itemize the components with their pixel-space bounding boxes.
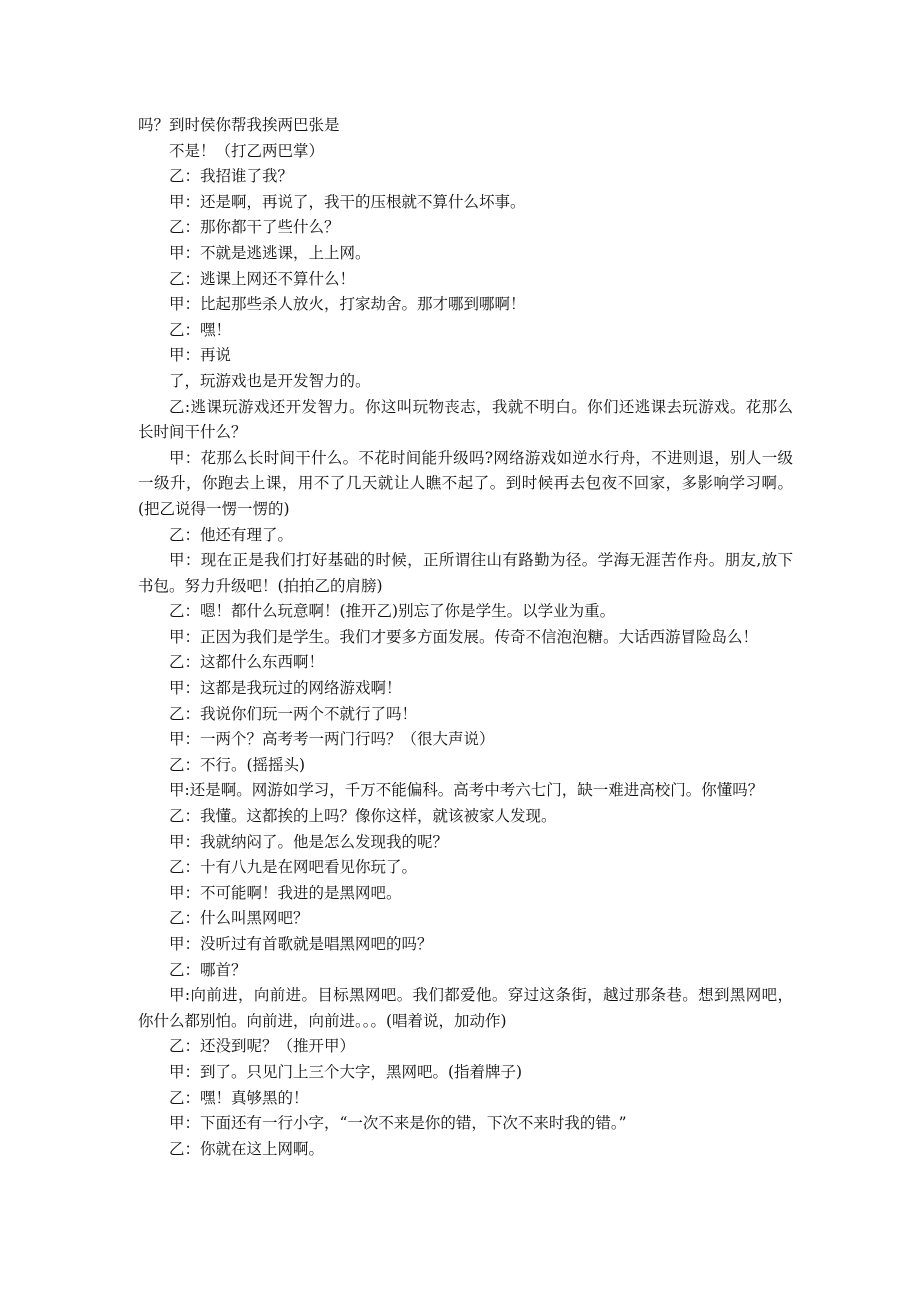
- paragraph: 甲：没听过有首歌就是唱黑网吧的吗？: [169, 935, 433, 953]
- paragraph: 甲：不可能啊！我进的是黑网吧。: [169, 883, 402, 902]
- paragraph: 甲：这都是我玩过的网络游戏啊！: [169, 679, 402, 698]
- paragraph: 甲:向前进，向前进。目标黑网吧。我们都爱他。穿过这条街，越过那条巷。想到黑网吧，你什么都别怕。向前进，向前进。。。(唱着说，加动作): [138, 986, 793, 1030]
- paragraph: 乙：这都什么东西啊！: [169, 653, 325, 672]
- paragraph: 乙：十有八九是在网吧看见你玩了。: [169, 858, 418, 877]
- paragraph: 甲：还是啊，再说了，我干的压根就不算什么坏事。: [169, 192, 526, 211]
- paragraph: 甲：花那么长时间干什么。不花时间能升级吗?网络游戏如逆水行舟，不进则退，别人一级一级升，你跑去上课，用不了几天就让人瞧不起了。到时候再去包夜不回家，多影响学习啊。(把乙说得一愣一愣的): [138, 448, 793, 518]
- paragraph: 乙：我懂。这都挨的上吗？像你这样，就该被家人发现。: [169, 807, 557, 826]
- paragraph: 甲：下面还有一行小字，“一次不来是你的错，下次不来时我的错。”: [169, 1114, 627, 1133]
- paragraph: 乙：他还有理了。: [169, 525, 294, 544]
- paragraph: 乙：你就在这上网啊。: [169, 1139, 325, 1158]
- paragraph: 乙：我招谁了我？: [169, 167, 294, 186]
- paragraph: 甲：比起那些杀人放火，打家劫舍。那才哪到哪啊！: [169, 295, 526, 314]
- paragraph: 甲：不就是逃逃课，上上网。: [169, 243, 371, 262]
- paragraph: 乙:逃课玩游戏还开发智力。你这叫玩物丧志，我就不明白。你们还逃课去玩游戏。花那么长时间干什么？: [138, 397, 793, 442]
- paragraph: 乙：还没到呢？（推开甲）: [169, 1037, 356, 1056]
- paragraph: 乙：我说你们玩一两个不就行了吗！: [169, 704, 418, 723]
- dialogue-text-block: [138, 113, 793, 1162]
- paragraph: 了，玩游戏也是开发智力的。: [169, 371, 371, 390]
- paragraph: 乙：嘿！: [169, 320, 232, 339]
- paragraph: 甲：现在正是我们打好基础的时候，正所谓往山有路勤为径。学海无涯苦作舟。朋友,放下书包。努力升级吧！(拍拍乙的肩膀): [138, 551, 793, 595]
- paragraph: 乙：嘿！真够黑的！: [169, 1088, 309, 1107]
- paragraph: 不是！（打乙两巴掌）: [169, 141, 325, 160]
- paragraph: 甲：一两个？高考考一两门行吗？（很大声说）: [169, 730, 495, 749]
- paragraph: 乙：那你都干了些什么？: [169, 218, 340, 237]
- paragraph: 乙：什么叫黑网吧？: [169, 909, 309, 928]
- paragraph: 乙：逃课上网还不算什么！: [169, 269, 356, 288]
- paragraph: 乙：哪首？: [169, 960, 247, 979]
- paragraph: 乙：嗯！都什么玩意啊！(推开乙)别忘了你是学生。以学业为重。: [169, 602, 616, 621]
- paragraph: 吗？到时侯你帮我挨两巴张是: [138, 116, 340, 134]
- paragraph: 甲：正因为我们是学生。我们才要多方面发展。传奇不信泡泡糖。大话西游冒险岛么！: [169, 627, 759, 646]
- paragraph: 甲：再说: [169, 346, 232, 365]
- paragraph: 甲:还是啊。网游如学习，千万不能偏科。高考中考六七门，缺一难进高校门。你懂吗？: [169, 781, 764, 800]
- paragraph: 甲：到了。只见门上三个大字，黑网吧。(指着牌子): [169, 1062, 523, 1081]
- paragraph: 甲：我就纳闷了。他是怎么发现我的呢？: [169, 832, 449, 851]
- paragraph: 乙：不行。(摇摇头): [169, 755, 306, 774]
